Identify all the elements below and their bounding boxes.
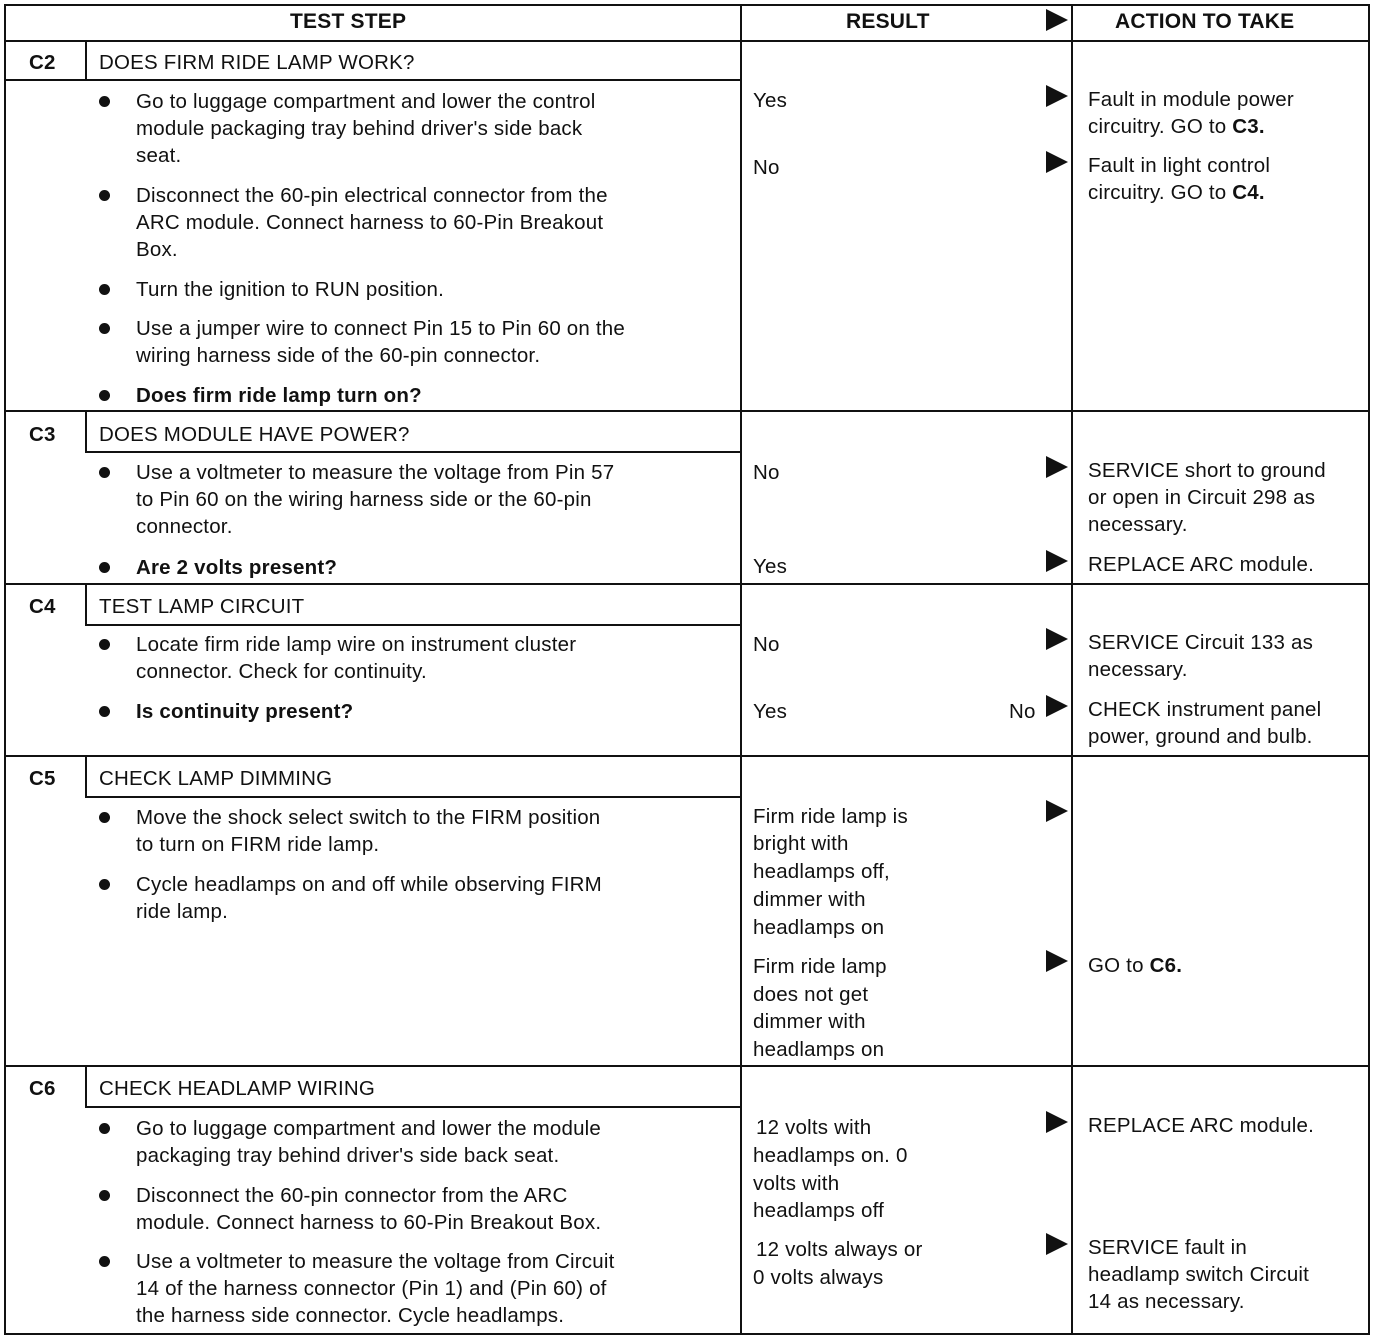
action-text: GO to C6. bbox=[1088, 954, 1183, 977]
result-text: Firm ride lamp bbox=[753, 955, 887, 978]
action-text: circuitry. GO to C4. bbox=[1088, 181, 1265, 204]
step-text-line: Cycle headlamps on and off while observing FIRM bbox=[136, 873, 602, 896]
step-text-line: Locate firm ride lamp wire on instrument cluster bbox=[136, 633, 577, 656]
step-text-line: 14 of the harness connector (Pin 1) and (Pin 60) of bbox=[136, 1277, 607, 1300]
header-rule bbox=[4, 40, 1370, 42]
action-text: SERVICE short to ground bbox=[1088, 459, 1326, 482]
column-divider-result bbox=[740, 4, 742, 1335]
step-text-line: seat. bbox=[136, 144, 182, 167]
play-arrow-icon bbox=[1046, 695, 1068, 717]
step-id: C6 bbox=[29, 1077, 56, 1100]
step-id: C2 bbox=[29, 51, 56, 74]
result-text: Yes bbox=[753, 700, 788, 723]
id-divider bbox=[85, 40, 87, 80]
action-text: power, ground and bulb. bbox=[1088, 725, 1313, 748]
play-arrow-icon bbox=[1046, 9, 1068, 31]
step-text-line: Disconnect the 60-pin connector from the ARC bbox=[136, 1184, 568, 1207]
result-text: No bbox=[753, 633, 780, 656]
id-divider bbox=[85, 412, 87, 452]
result-text: bright with bbox=[753, 832, 849, 855]
play-arrow-icon bbox=[1046, 151, 1068, 173]
action-text: CHECK instrument panel bbox=[1088, 698, 1322, 721]
id-divider bbox=[85, 757, 87, 797]
step-id: C4 bbox=[29, 595, 56, 618]
step-title: DOES FIRM RIDE LAMP WORK? bbox=[99, 51, 415, 74]
step-text-line: ride lamp. bbox=[136, 900, 229, 923]
result-text: 12 volts with bbox=[756, 1116, 872, 1139]
bullet-dot bbox=[99, 1256, 110, 1267]
result-text: headlamps off, bbox=[753, 860, 890, 883]
column-divider-action bbox=[1071, 4, 1073, 1335]
row-divider bbox=[4, 1065, 1370, 1067]
bullet-dot bbox=[99, 879, 110, 890]
play-arrow-icon bbox=[1046, 1111, 1068, 1133]
result-text: headlamps off bbox=[753, 1199, 885, 1222]
play-arrow-icon bbox=[1046, 1233, 1068, 1255]
step-question: Does firm ride lamp turn on? bbox=[136, 384, 422, 407]
title-underline bbox=[4, 79, 742, 81]
header-result: RESULT bbox=[846, 10, 930, 33]
play-arrow-icon bbox=[1046, 628, 1068, 650]
result-text: 12 volts always or bbox=[756, 1238, 923, 1261]
step-question: Are 2 volts present? bbox=[136, 556, 338, 579]
step-title: DOES MODULE HAVE POWER? bbox=[99, 423, 410, 446]
result-text: Firm ride lamp is bbox=[753, 805, 908, 828]
step-text-line: ARC module. Connect harness to 60-Pin Breakout bbox=[136, 211, 604, 234]
step-id: C5 bbox=[29, 767, 56, 790]
action-text: SERVICE Circuit 133 as bbox=[1088, 631, 1314, 654]
step-id: C3 bbox=[29, 423, 56, 446]
bullet-dot bbox=[99, 1123, 110, 1134]
title-underline bbox=[85, 624, 742, 626]
step-text-line: Use a voltmeter to measure the voltage from Circuit bbox=[136, 1250, 615, 1273]
action-text: or open in Circuit 298 as bbox=[1088, 486, 1316, 509]
bullet-dot bbox=[99, 190, 110, 201]
action-text: 14 as necessary. bbox=[1088, 1290, 1245, 1313]
step-text-line: module packaging tray behind driver's side back bbox=[136, 117, 583, 140]
title-underline bbox=[85, 451, 742, 453]
step-title: CHECK LAMP DIMMING bbox=[99, 767, 333, 790]
table-border-right bbox=[1368, 4, 1370, 1335]
result-text: No bbox=[753, 156, 780, 179]
bullet-dot bbox=[99, 390, 110, 401]
result-text: dimmer with bbox=[753, 888, 866, 911]
step-text-line: Box. bbox=[136, 238, 178, 261]
action-text: Fault in module power bbox=[1088, 88, 1294, 111]
step-text-line: Use a jumper wire to connect Pin 15 to Pin 60 on the bbox=[136, 317, 626, 340]
action-text: REPLACE ARC module. bbox=[1088, 553, 1314, 576]
result-text: 0 volts always bbox=[753, 1266, 884, 1289]
play-arrow-icon bbox=[1046, 85, 1068, 107]
bullet-dot bbox=[99, 812, 110, 823]
step-text-line: Go to luggage compartment and lower the module bbox=[136, 1117, 602, 1140]
step-text-line: Turn the ignition to RUN position. bbox=[136, 278, 444, 301]
step-text-line: to turn on FIRM ride lamp. bbox=[136, 833, 380, 856]
table-border-top bbox=[4, 4, 1370, 6]
row-divider bbox=[4, 583, 1370, 585]
step-text-line: Disconnect the 60-pin electrical connector from the bbox=[136, 184, 608, 207]
step-text-line: the harness side connector. Cycle headlamps. bbox=[136, 1304, 565, 1327]
step-text-line: connector. Check for continuity. bbox=[136, 660, 427, 683]
result-extra-text: No bbox=[1009, 700, 1036, 723]
step-text-line: module. Connect harness to 60-Pin Breakout Box. bbox=[136, 1211, 602, 1234]
header-test-step: TEST STEP bbox=[290, 10, 407, 33]
result-text: does not get bbox=[753, 983, 869, 1006]
title-underline bbox=[85, 1106, 742, 1108]
play-arrow-icon bbox=[1046, 550, 1068, 572]
step-text-line: Move the shock select switch to the FIRM position bbox=[136, 806, 601, 829]
result-text: Yes bbox=[753, 555, 788, 578]
bullet-dot bbox=[99, 562, 110, 573]
table-border-left bbox=[4, 4, 6, 1335]
action-text: necessary. bbox=[1088, 513, 1188, 536]
action-text: necessary. bbox=[1088, 658, 1188, 681]
action-text: REPLACE ARC module. bbox=[1088, 1114, 1314, 1137]
action-text: headlamp switch Circuit bbox=[1088, 1263, 1310, 1286]
bullet-dot bbox=[99, 639, 110, 650]
header-action: ACTION TO TAKE bbox=[1115, 10, 1295, 33]
step-text-line: to Pin 60 on the wiring harness side or the 60-pin bbox=[136, 488, 592, 511]
result-text: Yes bbox=[753, 89, 788, 112]
step-text-line: connector. bbox=[136, 515, 233, 538]
play-arrow-icon bbox=[1046, 950, 1068, 972]
step-text-line: packaging tray behind driver's side back seat. bbox=[136, 1144, 560, 1167]
bullet-dot bbox=[99, 467, 110, 478]
id-divider bbox=[85, 1067, 87, 1107]
result-text: dimmer with bbox=[753, 1010, 866, 1033]
result-text: headlamps on bbox=[753, 1038, 885, 1061]
step-text-line: Go to luggage compartment and lower the control bbox=[136, 90, 596, 113]
step-title: TEST LAMP CIRCUIT bbox=[99, 595, 305, 618]
play-arrow-icon bbox=[1046, 800, 1068, 822]
action-text: SERVICE fault in bbox=[1088, 1236, 1247, 1259]
row-divider bbox=[4, 755, 1370, 757]
bullet-dot bbox=[99, 96, 110, 107]
bullet-dot bbox=[99, 1190, 110, 1201]
result-text: headlamps on bbox=[753, 916, 885, 939]
table-border-bottom bbox=[4, 1333, 1370, 1335]
bullet-dot bbox=[99, 323, 110, 334]
bullet-dot bbox=[99, 706, 110, 717]
id-divider bbox=[85, 585, 87, 625]
step-title: CHECK HEADLAMP WIRING bbox=[99, 1077, 376, 1100]
play-arrow-icon bbox=[1046, 456, 1068, 478]
action-text: circuitry. GO to C3. bbox=[1088, 115, 1265, 138]
action-text: Fault in light control bbox=[1088, 154, 1271, 177]
step-text-line: wiring harness side of the 60-pin connector. bbox=[136, 344, 541, 367]
bullet-dot bbox=[99, 284, 110, 295]
title-underline bbox=[85, 796, 742, 798]
step-question: Is continuity present? bbox=[136, 700, 354, 723]
result-text: No bbox=[753, 461, 780, 484]
step-text-line: Use a voltmeter to measure the voltage from Pin 57 bbox=[136, 461, 615, 484]
result-text: volts with bbox=[753, 1172, 840, 1195]
result-text: headlamps on. 0 bbox=[753, 1144, 908, 1167]
row-divider bbox=[4, 410, 1370, 412]
